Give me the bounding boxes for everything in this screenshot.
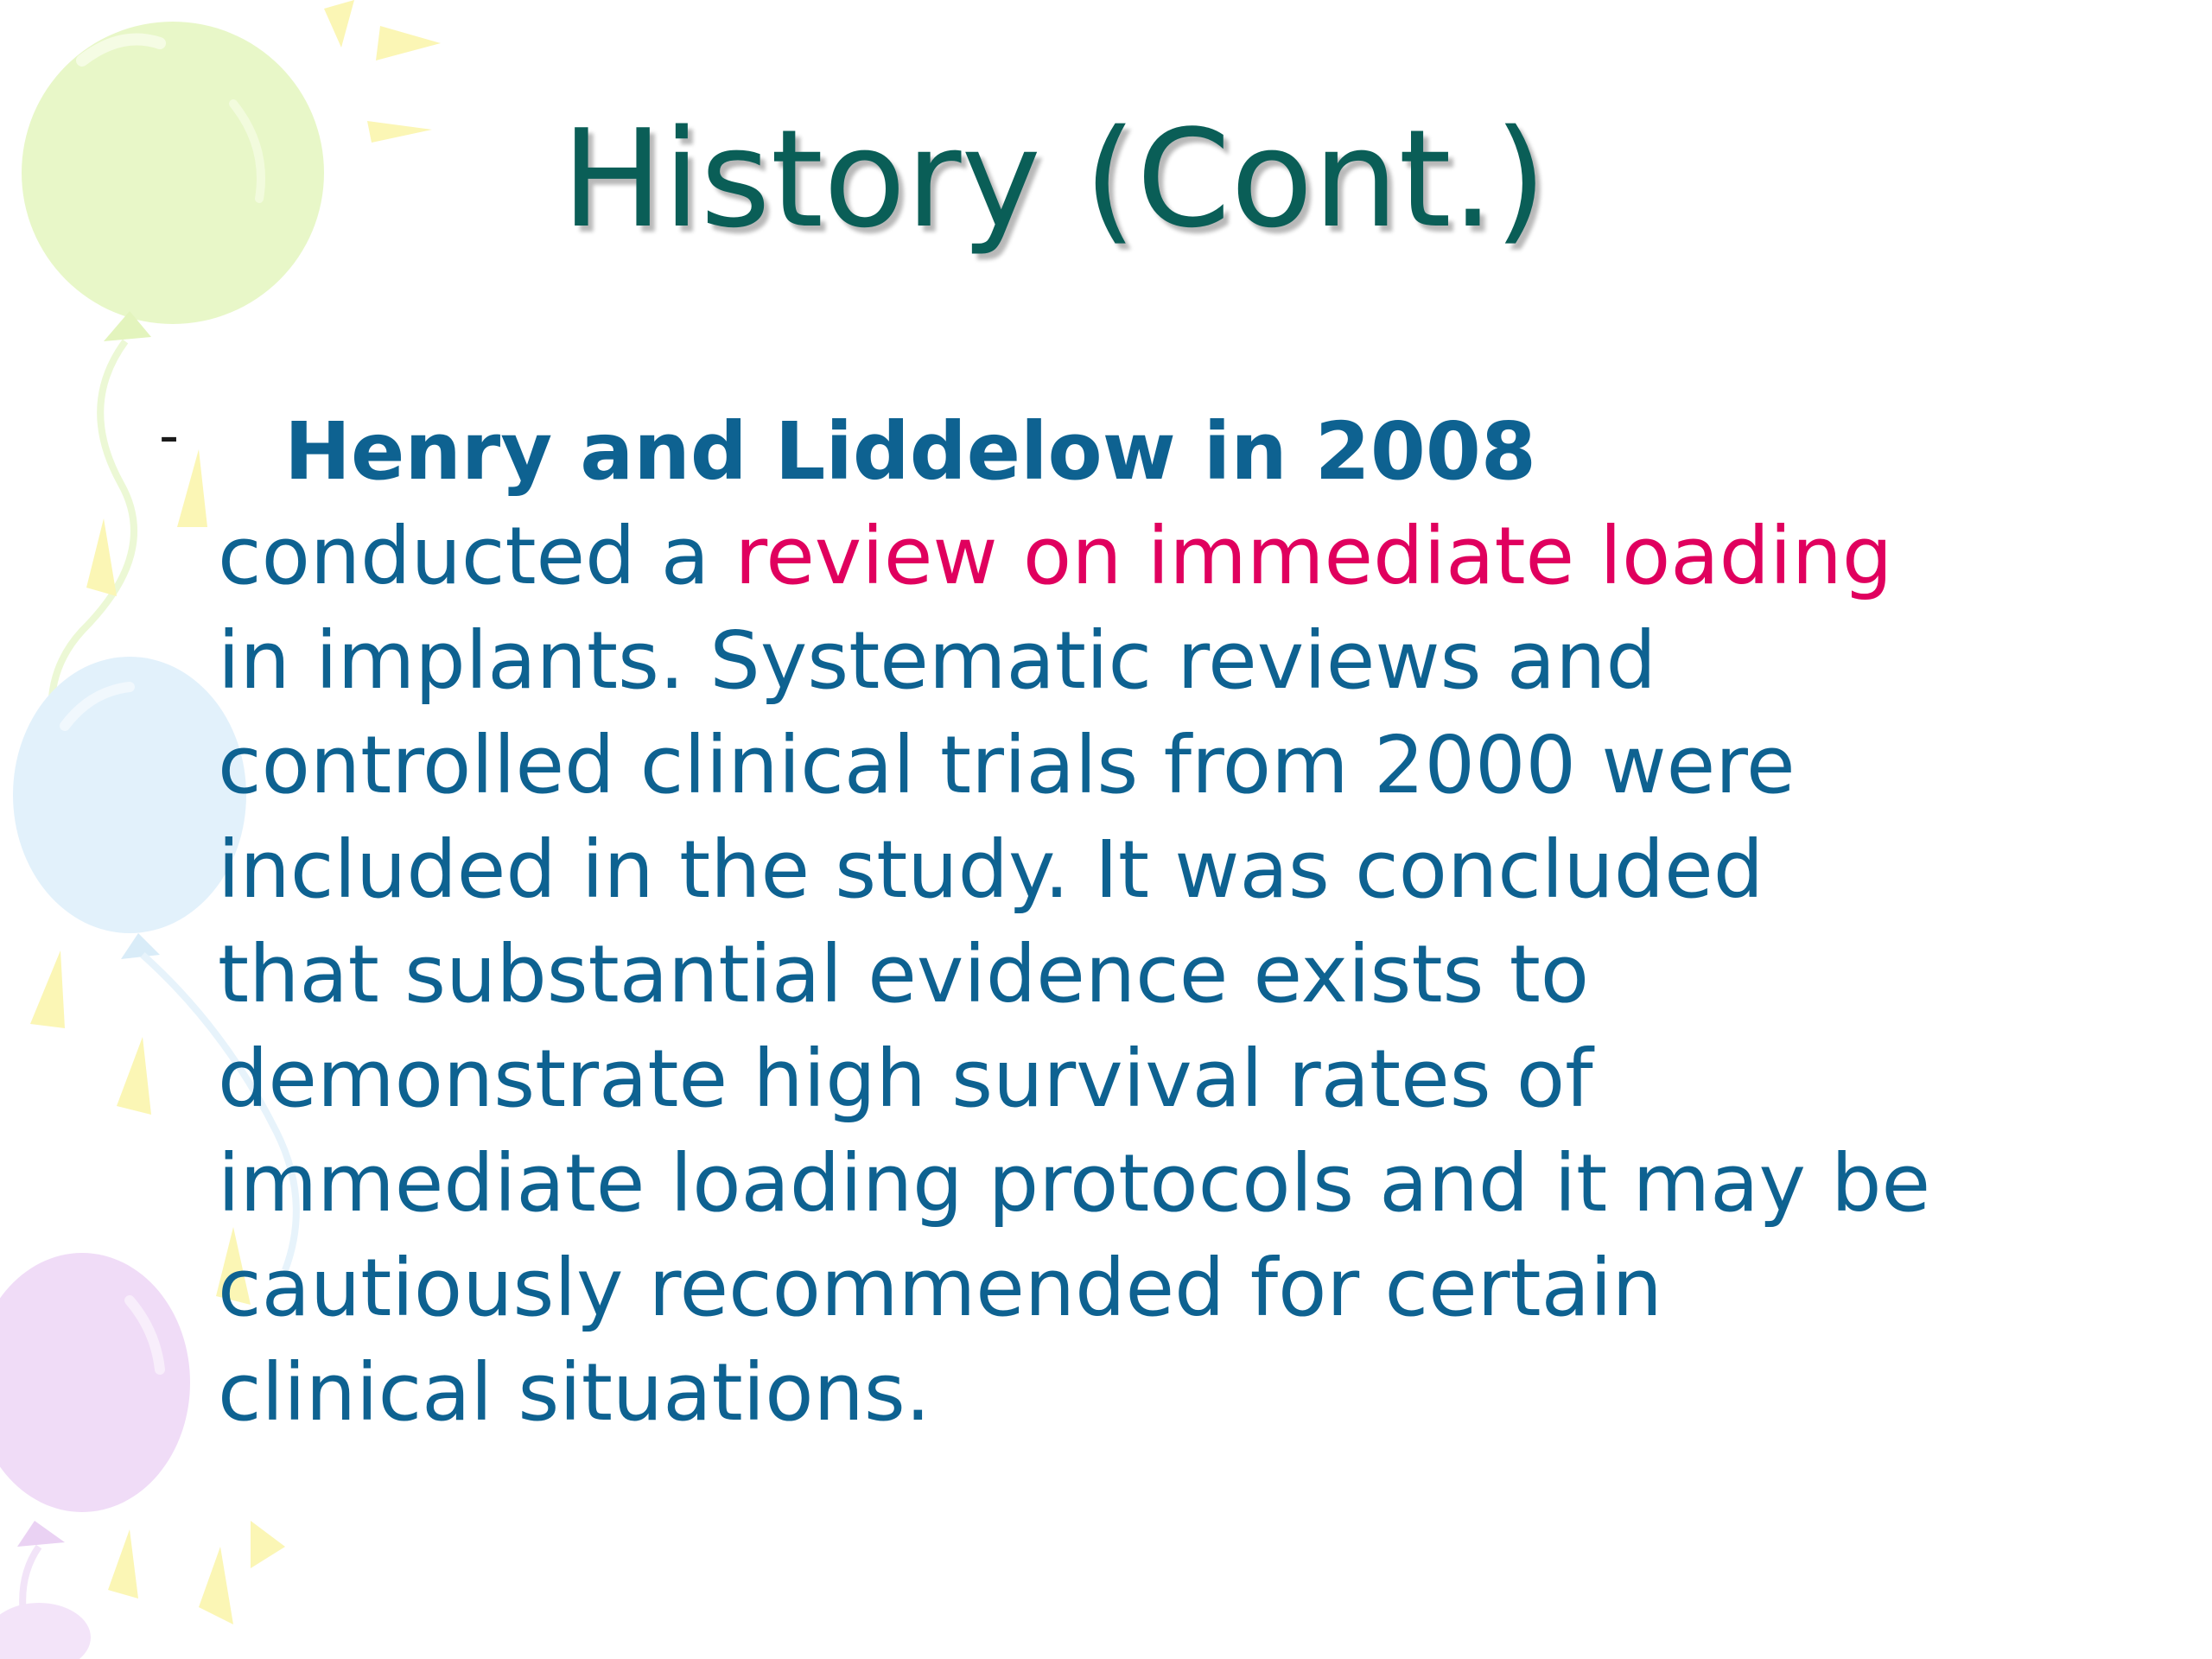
bullet-line: that substantial evidence exists to bbox=[218, 928, 1590, 1020]
bullet-line: controlled clinical trials from 2000 were bbox=[218, 719, 1796, 811]
slide-title: History (Cont.) bbox=[561, 100, 1548, 257]
bullet-line: demonstrate high survival rates of bbox=[218, 1033, 1593, 1125]
bullet-line: clinical situations. bbox=[218, 1346, 931, 1439]
bullet-line: in implants. Systematic reviews and bbox=[218, 614, 1656, 707]
bullet-marker: - bbox=[159, 404, 180, 468]
bullet-line: included in the study. It was concluded bbox=[218, 823, 1764, 916]
bullet-line-1 bbox=[218, 504, 2153, 608]
bullet-lead-text: Henry and Liddelow in 2008 bbox=[284, 405, 1536, 498]
bullet-paragraph bbox=[218, 399, 2153, 1445]
highlighted-phrase: review on immediate loading bbox=[734, 510, 1893, 602]
bullet-line-1-prefix: conducted a bbox=[218, 510, 735, 602]
bullet-line: immediate loading protocols and it may be bbox=[218, 1137, 1931, 1230]
bullet-line-lead bbox=[218, 399, 2153, 504]
bullet-line: cautiously recommended for certain bbox=[218, 1242, 1662, 1334]
purple-balloon-icon bbox=[0, 1253, 190, 1659]
